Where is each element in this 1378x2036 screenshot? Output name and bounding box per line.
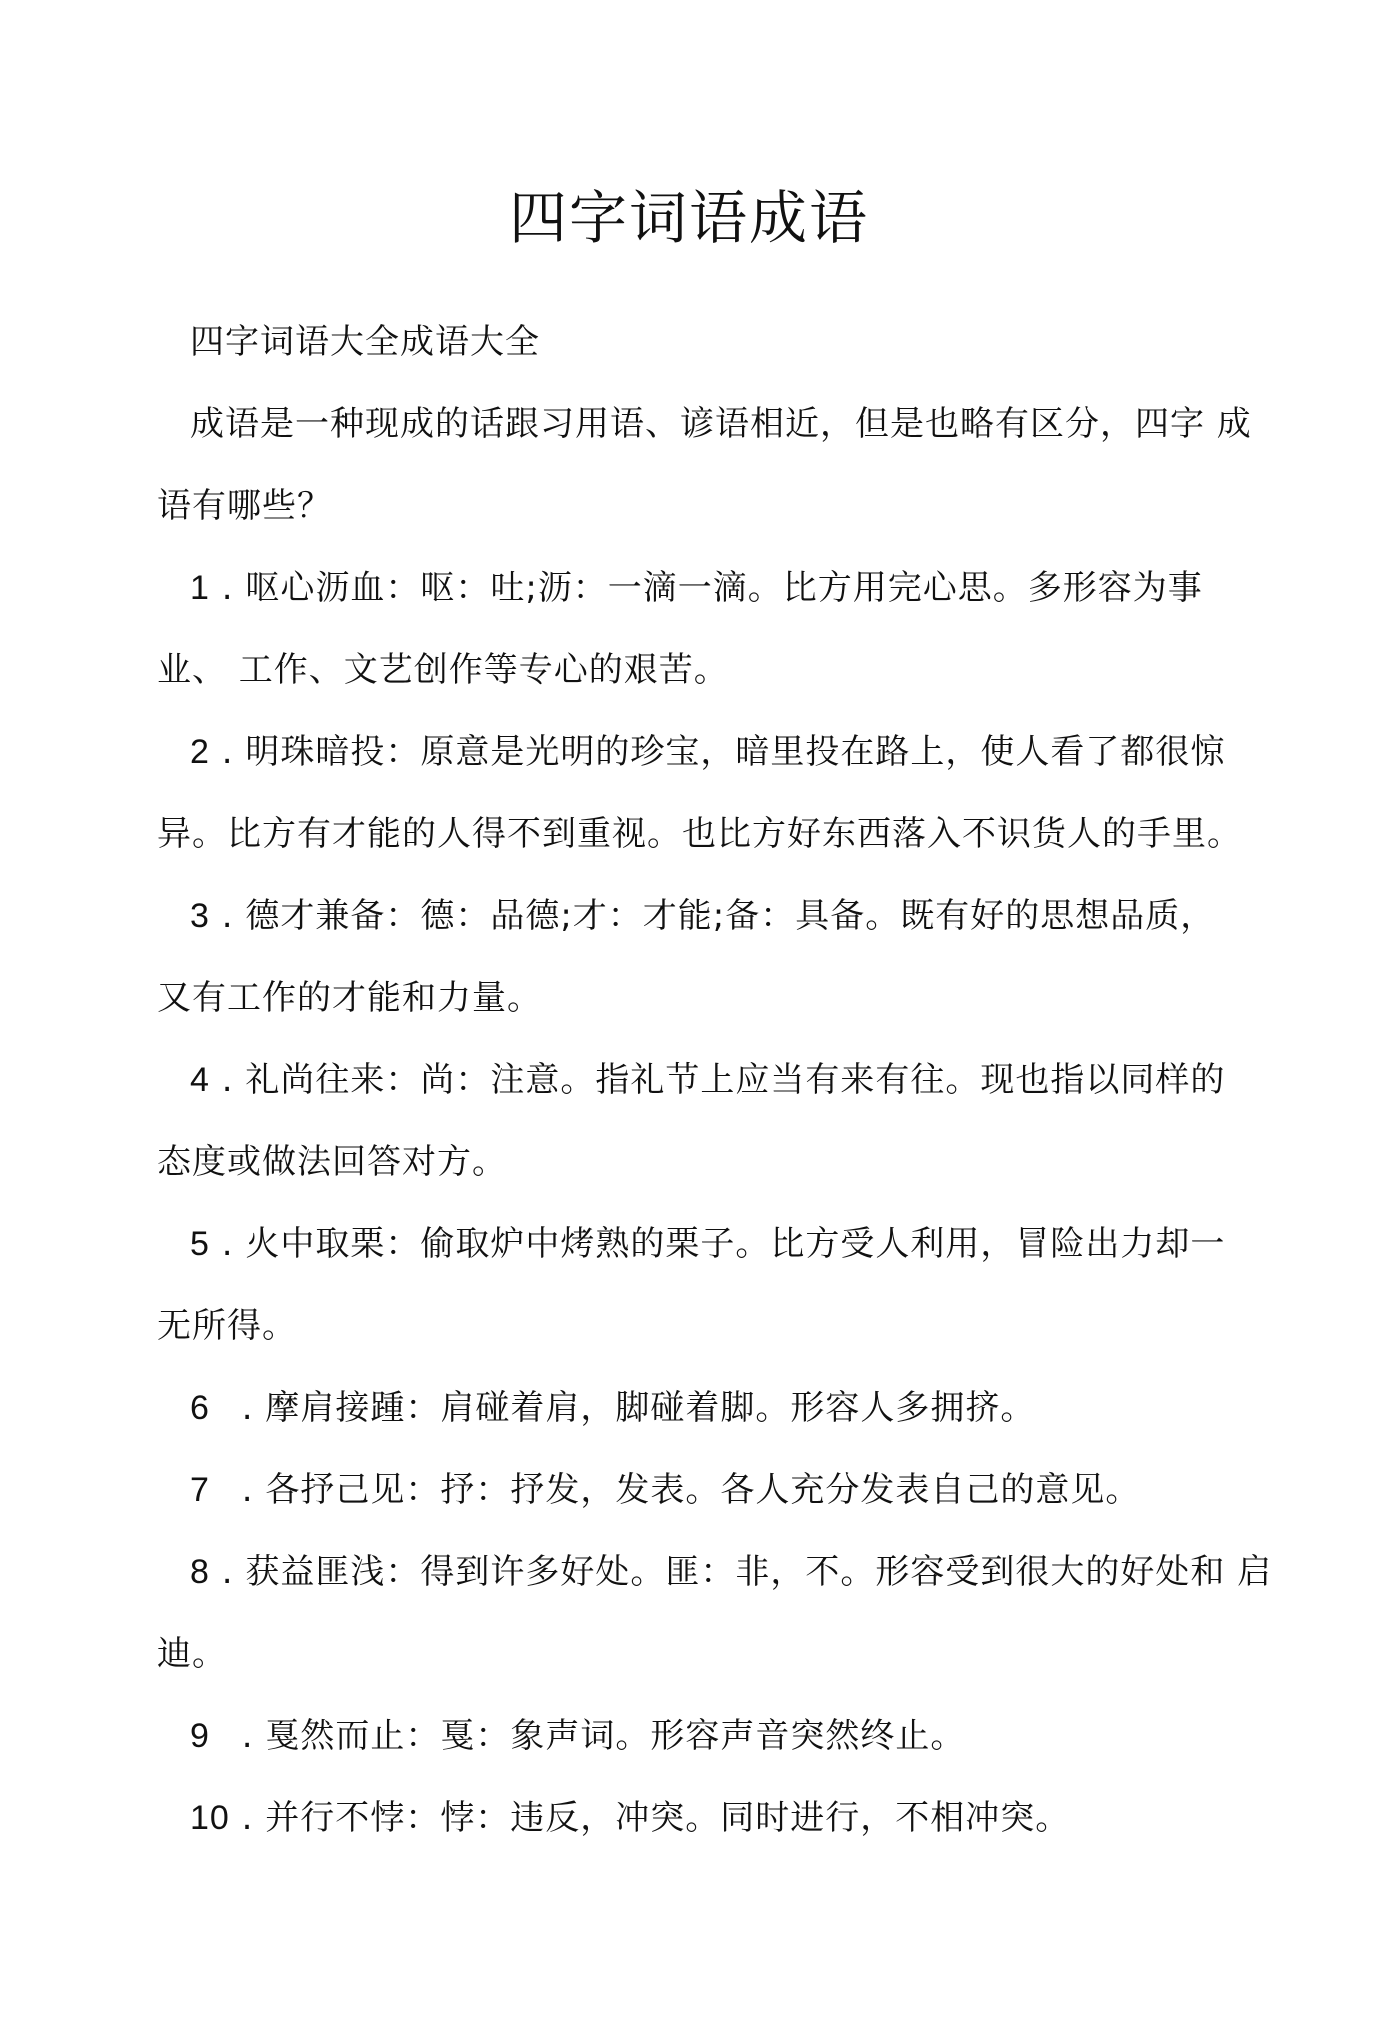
list-item-5: [190, 1222, 1290, 1266]
item-number: 9: [190, 1717, 210, 1755]
item-text: . 德才兼备：德：品德;才：才能;备：具备。既有好的思想品质，: [209, 896, 1216, 936]
list-item-9: [190, 1714, 1290, 1758]
item-text: . 呕心沥血：呕：吐;沥：一滴一滴。比方用完心思。多形容为事: [209, 568, 1203, 608]
item-number: 7: [190, 1471, 210, 1509]
list-item-1: [190, 566, 1290, 610]
item-number: 1: [190, 569, 210, 607]
item-text: . 礼尚往来：尚：注意。指礼节上应当有来有往。现也指以同样的: [209, 1060, 1226, 1100]
intro-line-1: 成语是一种现成的话跟习用语、谚语相近，但是也略有区分，四字 成: [190, 404, 1252, 444]
list-item-3-cont: 又有工作的才能和力量。: [157, 978, 542, 1018]
list-item-4: [190, 1058, 1290, 1102]
item-number: 4: [190, 1061, 210, 1099]
item-text: . 火中取栗：偷取炉中烤熟的栗子。比方受人利用，冒险出力却一: [209, 1224, 1226, 1264]
list-item-8: [190, 1550, 1290, 1594]
list-item-2-cont: 异。比方有才能的人得不到重视。也比方好东西落入不识货人的手里。: [157, 814, 1242, 854]
item-number: 3: [190, 897, 210, 935]
document-title: 四字词语成语: [508, 184, 869, 252]
list-item-6: [190, 1386, 1290, 1430]
item-text: . 并行不悖：悖：违反，冲突。同时进行，不相冲突。: [229, 1798, 1071, 1838]
list-item-8-cont: 迪。: [157, 1634, 227, 1674]
list-item-10: [190, 1796, 1290, 1840]
item-text: . 明珠暗投：原意是光明的珍宝，暗里投在路上，使人看了都很惊: [209, 732, 1226, 772]
item-text: . 摩肩接踵：肩碰着肩，脚碰着脚。形容人多拥挤。: [230, 1388, 1036, 1428]
intro-line-2: 语有哪些？: [157, 486, 332, 526]
item-text: . 戛然而止：戛：象声词。形容声音突然终止。: [230, 1716, 966, 1756]
list-item-7: [190, 1468, 1290, 1512]
item-number: 5: [190, 1225, 210, 1263]
list-item-1-cont: 业、 工作、文艺创作等专心的艰苦。: [157, 650, 729, 690]
item-text: . 各抒己见：抒：抒发，发表。各人充分发表自己的意见。: [230, 1470, 1141, 1510]
subtitle: 四字词语大全成语大全: [190, 322, 540, 362]
list-item-2: [190, 730, 1290, 774]
list-item-3: [190, 894, 1290, 938]
list-item-5-cont: 无所得。: [157, 1306, 297, 1346]
item-text: . 获益匪浅：得到许多好处。匪：非，不。形容受到很大的好处和 启: [209, 1552, 1273, 1592]
item-number: 8: [190, 1553, 210, 1591]
item-number: 10: [190, 1799, 230, 1837]
item-number: 6: [190, 1389, 210, 1427]
list-item-4-cont: 态度或做法回答对方。: [157, 1142, 507, 1182]
item-number: 2: [190, 733, 210, 771]
